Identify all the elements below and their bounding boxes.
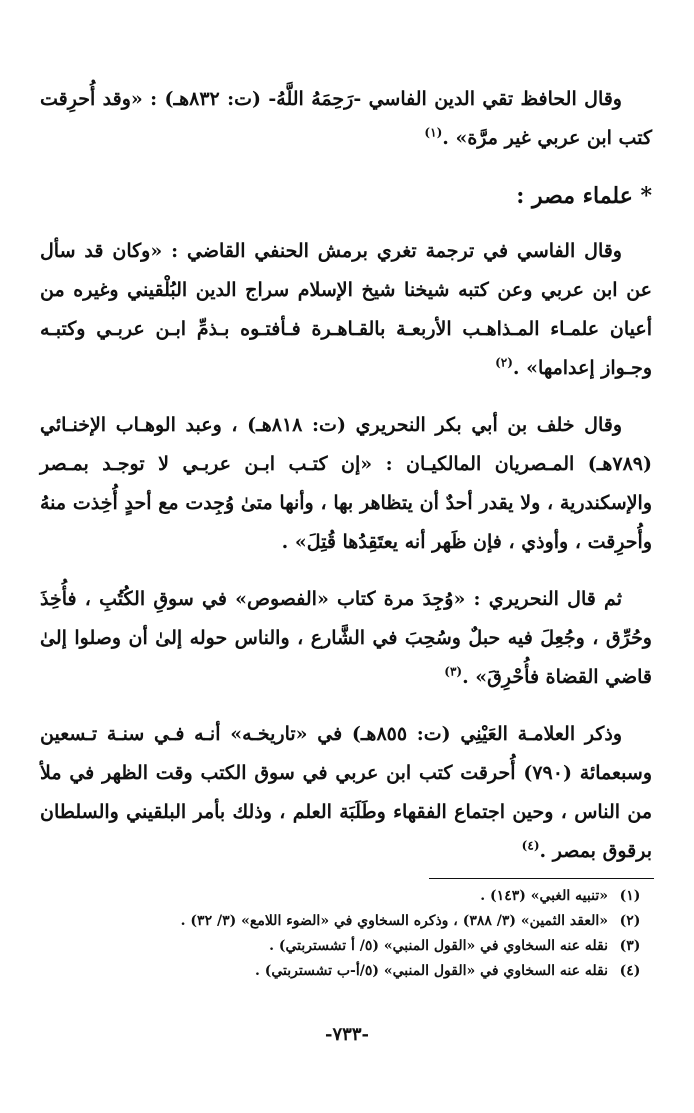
footnote-text: «تنبيه الغبي» (١٤٣) . xyxy=(480,888,608,904)
footnote-divider xyxy=(429,878,654,879)
footnote-marker: (٢) xyxy=(495,355,513,370)
footnote-item xyxy=(40,959,652,984)
paragraph-text: وقال الفاسي في ترجمة تغري برمش الحنفي القاضي : «وكان قد سأل عن ابن عربي وعن كتبه شيخنا شيخ الإسلام سراج الدين البُلْقيني وغيره من أعيان علمـاء المـذاهـب الأربعـة بالقـاهـرة فـأفتـوه بـذمِّ ابـن عربـي وكتبـه وجـواز إعدامها» . xyxy=(40,240,652,379)
footnote-number: (٣) xyxy=(619,938,641,954)
footnote-marker: (١) xyxy=(424,125,443,140)
paragraph-taghri-birmish xyxy=(40,232,652,388)
footnote-text: نقله عنه السخاوي في «القول المنبي» (٥/ أ تشستربتي) . xyxy=(269,938,608,954)
paragraph-fusus xyxy=(40,580,652,697)
footnote-marker: (٤) xyxy=(521,838,540,853)
footnote-item xyxy=(40,934,652,959)
footnote-item xyxy=(40,909,652,934)
footnote-text: «العقد الثمين» (٣/ ٣٨٨) ، وذكره السخاوي في «الضوء اللامع» (٣/ ٣٢) . xyxy=(180,913,608,929)
section-heading: * علماء مصر : xyxy=(516,183,652,209)
paragraph-nahriri xyxy=(40,406,652,562)
paragraph-fasi-quote xyxy=(40,80,652,158)
paragraph-text: وذكر العلامـة العَيْنِي (ت: ٨٥٥هـ) في «تاريخـه» أنـه فـي سنـة تـسعين وسبعمائة (٧٩٠) أُحرقت كتب ابن عربي في سوق الكتب وقت الظهر في ملأ من الناس ، وحين اجتماع الفقهاء وطَلَبَة العلم ، وذلك بأمر البلقيني والسلطان برقوق بمصر . xyxy=(40,723,652,862)
footnote-number: (٤) xyxy=(619,963,641,979)
paragraph-ayni xyxy=(40,715,652,871)
paragraph-text: ثم قال النحريري : «وُجِدَ مرة كتاب «الفصوص» في سوقِ الكُتُبِ ، فأُخِذَ وحُرِّق ، وجُعِلَ فيه حبلٌ وسُحِبَ في الشَّارع ، والناس حوله إلىٰ أن وصلوا إلىٰ قاضي القضاة فأُحْرِقَ» . xyxy=(40,588,652,688)
footnotes xyxy=(40,884,652,984)
footnote-item xyxy=(40,884,652,909)
main-text xyxy=(40,80,652,889)
paragraph-text: وقال الحافظ تقي الدين الفاسي -رَحِمَهُ اللَّهُ- (ت: ٨٣٢هـ) : «وقد أُحرِقت كتب ابن عربي غير مرَّة» . xyxy=(40,88,652,149)
paragraph-text: وقال خلف بن أبي بكر النحريري (ت: ٨١٨هـ) ، وعبد الوهـاب الإخنـائي (٧٨٩هـ) المـصريان المالكيـان : «إن كتـب ابـن عربـي لا توجـد بمـصر والإسكندرية ، ولا يقدر أحدٌ أن يتظاهر بها ، وأنها متىٰ وُجِدت مع أحدٍ أُخِذت منهُ وأُحرِقت ، وأوذي ، فإن ظَهر أنه يعتَقِدُها قُتِلَ» . xyxy=(40,414,652,553)
page-number: -٧٣٣- xyxy=(325,1024,369,1045)
footnote-number: (١) xyxy=(619,888,641,904)
footnote-text: نقله عنه السخاوي في «القول المنبي» (٥/أ-ب تشستربتي) . xyxy=(255,963,608,979)
footnote-number: (٢) xyxy=(619,913,641,929)
footnote-marker: (٣) xyxy=(444,664,463,679)
